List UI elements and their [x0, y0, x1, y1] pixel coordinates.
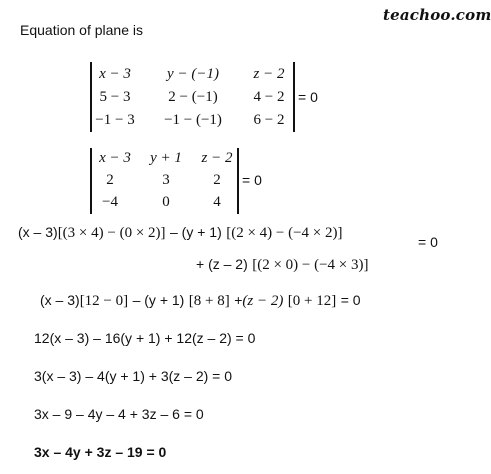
det2-r1-c3: z − 2 — [201, 150, 233, 166]
det1-r3-c3: 6 − 2 — [253, 112, 285, 128]
det2-r3-c2: 0 — [162, 194, 170, 210]
step1-h: = 0 — [340, 292, 361, 308]
det1-r1-c2: y − (−1) — [167, 66, 219, 82]
step1-c: – (y + 1) — [132, 292, 185, 308]
det1-r3-c2: −1 − (−1) — [164, 112, 222, 128]
det1-r2-c2: 2 − (−1) — [168, 89, 218, 105]
expansion-term-z: + (z – 2) — [196, 256, 248, 272]
step-line-3: 3(x – 3) – 4(y + 1) + 3(z – 2) = 0 — [34, 368, 233, 384]
expansion-rhs: = 0 — [418, 234, 438, 250]
expansion-line-1 — [18, 224, 343, 242]
det2-r1-c2: y + 1 — [150, 150, 182, 166]
det1-r3-c1: −1 − 3 — [95, 112, 135, 128]
expansion-term-y: – (y + 1) — [170, 224, 222, 240]
step-line-2: 12(x – 3) – 16(y + 1) + 12(z – 2) = 0 — [34, 330, 256, 346]
step1-e: + — [234, 292, 243, 308]
det2-r2-c1: 2 — [106, 172, 114, 188]
step-line-4: 3x – 9 – 4y – 4 + 3z – 6 = 0 — [34, 406, 204, 422]
step1-g: [0 + 12] — [287, 293, 337, 309]
teachoo-logo: teachoo.com — [383, 6, 491, 24]
final-equation: 3x – 4y + 3z – 19 = 0 — [34, 444, 167, 460]
step1-a: (x – 3) — [40, 292, 80, 308]
det1-r2-c3: 4 − 2 — [253, 89, 285, 105]
expansion-bracket-1: [(3 × 4) − (0 × 2)] — [57, 225, 166, 241]
det2-r3-c1: −4 — [102, 194, 118, 210]
heading-text: Equation of plane is — [20, 22, 143, 38]
det2-r2-c3: 2 — [213, 172, 221, 188]
det2-r2-c2: 3 — [162, 172, 170, 188]
step-simplified-brackets — [40, 292, 361, 310]
det2-rhs: = 0 — [242, 172, 262, 188]
det1-r1-c1: x − 3 — [99, 66, 131, 82]
step1-d: [8 + 8] — [188, 293, 230, 309]
expansion-term-x: (x – 3) — [18, 224, 58, 240]
det2-r1-c1: x − 3 — [99, 150, 131, 166]
det1-r1-c3: z − 2 — [253, 66, 285, 82]
det1-rhs: = 0 — [298, 89, 318, 105]
step1-b: [12 − 0] — [79, 293, 129, 309]
det2-r3-c3: 4 — [213, 194, 221, 210]
expansion-line-2 — [196, 256, 369, 274]
expansion-bracket-2: [(2 × 4) − (−4 × 2)] — [226, 225, 343, 241]
expansion-bracket-3: [(2 × 0) − (−4 × 3)] — [252, 257, 369, 273]
step1-f: (z − 2) — [242, 293, 284, 309]
det1-r2-c1: 5 − 3 — [99, 89, 131, 105]
